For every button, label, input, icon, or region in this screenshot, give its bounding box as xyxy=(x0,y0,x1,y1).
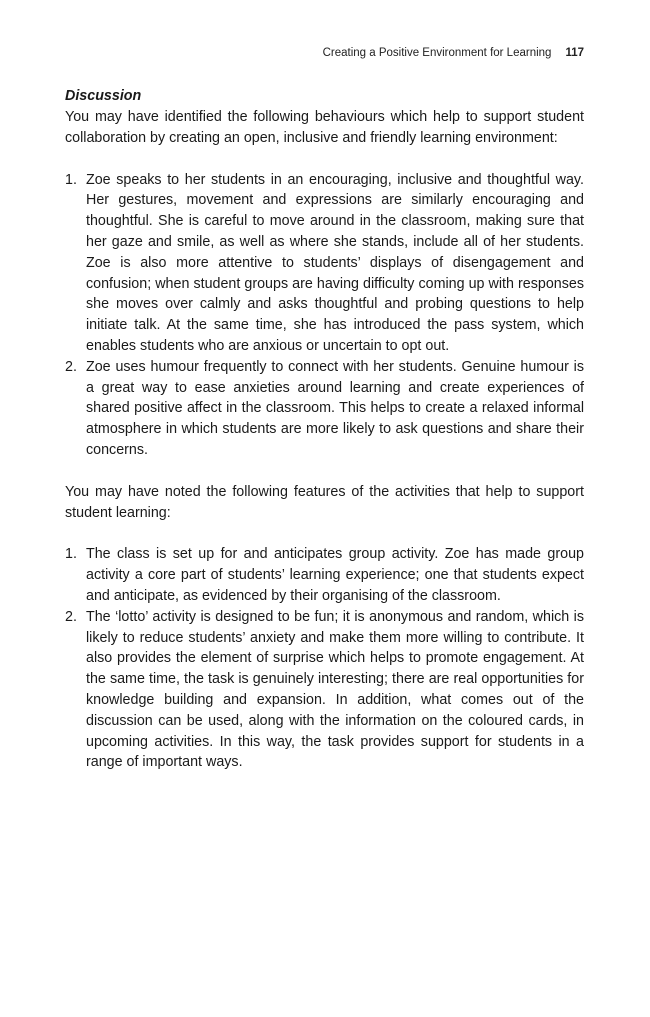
page-number: 117 xyxy=(565,47,584,59)
activity-features-list xyxy=(65,544,584,773)
list-item xyxy=(65,607,584,773)
list-item-text: Zoe uses humour frequently to connect with her students. Genuine humour is a great way to ease anxieties around learning and create experiences of shared positive affect in the classroom. This helps to create a relaxed informal atmosphere in which students are more likely to ask questions and share their concerns. xyxy=(86,358,584,458)
list-marker: 1. xyxy=(65,171,77,188)
list-item-text: Zoe speaks to her students in an encouraging, inclusive and thoughtful way. Her gestures, movement and expressions are similarly encouraging and thoughtful. She is careful to move around in the classroom, making sure that her gaze and smile, as well as where she stands, include all of her students. Zoe is also more attentive to students’ displays of disengagement and confusion; when student groups are having difficulty coming up with responses she moves over calmly and asks thoughtful and probing questions to help initiate talk. At the same time, she has introduced the pass system, which enables students who are anxious or uncertain to opt out. xyxy=(86,171,584,354)
list-marker: 2. xyxy=(65,358,77,375)
list-marker: 2. xyxy=(65,608,77,625)
running-head xyxy=(65,44,584,62)
running-head-title: Creating a Positive Environment for Learning xyxy=(322,47,552,59)
list-marker: 1. xyxy=(65,546,77,563)
list-item xyxy=(65,357,584,461)
list-item xyxy=(65,544,584,606)
list-item xyxy=(65,170,584,357)
intro-paragraph-1: You may have identified the following behaviours which help to support student collaboration by creating an open, inclusive and friendly learning environment: xyxy=(65,109,584,146)
section-heading: Discussion xyxy=(65,88,142,104)
intro-paragraph-2: You may have noted the following features of the activities that help to support student learning: xyxy=(65,483,584,521)
behaviours-list xyxy=(65,170,584,461)
list-item-text: The class is set up for and anticipates group activity. Zoe has made group activity a core part of students’ learning experience; one that students expect and anticipate, as evidenced by their organising of the classroom. xyxy=(86,546,584,604)
list-item-text: The ‘lotto’ activity is designed to be fun; it is anonymous and random, which is likely to reduce students’ anxiety and make them more willing to contribute. It also provides the element of surprise which helps to promote engagement. At the same time, the task is genuinely interesting; there are real opportunities for knowledge building and expansion. In addition, what comes out of the discussion can be used, along with the information on the coloured cards, in upcoming activities. In this way, the task provides support for students in a range of important ways. xyxy=(86,608,584,771)
